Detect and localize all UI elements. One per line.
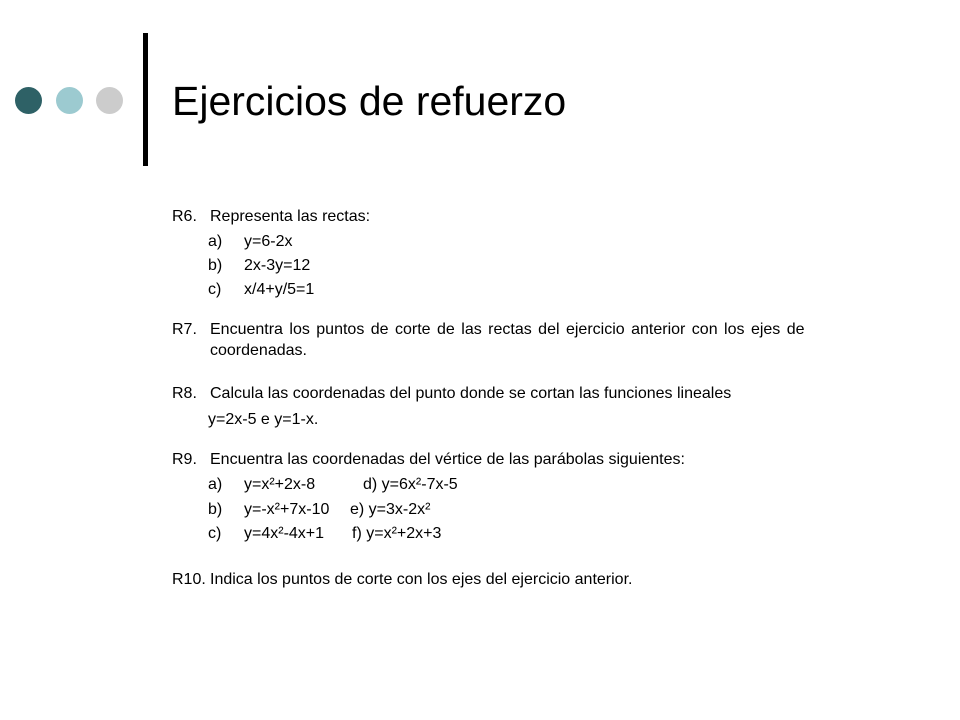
exercise-number: R9. <box>172 451 197 468</box>
item-text: y=x²+2x-8 <box>244 476 316 493</box>
item-text: y=6-2x <box>244 233 293 250</box>
item-label: a) <box>208 476 223 493</box>
exercise-text: Encuentra las coordenadas del vértice de las parábolas siguientes: <box>210 451 685 468</box>
item-label: b) <box>208 257 223 274</box>
item-label: c) <box>208 281 222 298</box>
item-text: 2x-3y=12 <box>244 257 311 274</box>
item-text: x/4+y/5=1 <box>244 281 315 298</box>
item-label: a) <box>208 233 223 250</box>
exercise-text: Indica los puntos de corte con los ejes del ejercicio anterior. <box>210 571 633 588</box>
exercise-number: R6. <box>172 208 197 225</box>
exercise-number: R7. <box>172 321 197 338</box>
exercise-text: Calcula las coordenadas del punto donde se cortan las funciones lineales <box>210 385 732 402</box>
exercise-text-continued: y=2x-5 e y=1-x. <box>208 411 319 428</box>
item-text-second-column: e) y=3x-2x² <box>350 501 431 518</box>
item-label: c) <box>208 525 222 542</box>
exercise-text: Representa las rectas: <box>210 208 371 225</box>
item-text-second-column: d) y=6x²-7x-5 <box>363 476 458 493</box>
item-text: y=4x²-4x+1 <box>244 525 325 542</box>
item-text: y=-x²+7x-10 <box>244 501 330 518</box>
item-text-second-column: f) y=x²+2x+3 <box>352 525 442 542</box>
exercise-number: R10. <box>172 571 206 588</box>
exercise-number: R8. <box>172 385 197 402</box>
exercise-text: Encuentra los puntos de corte de las rectas del ejercicio anterior con los ejes de <box>210 321 805 338</box>
item-label: b) <box>208 501 223 518</box>
page-title: Ejercicios de refuerzo <box>172 78 567 124</box>
exercise-text-continued: coordenadas. <box>210 342 307 359</box>
